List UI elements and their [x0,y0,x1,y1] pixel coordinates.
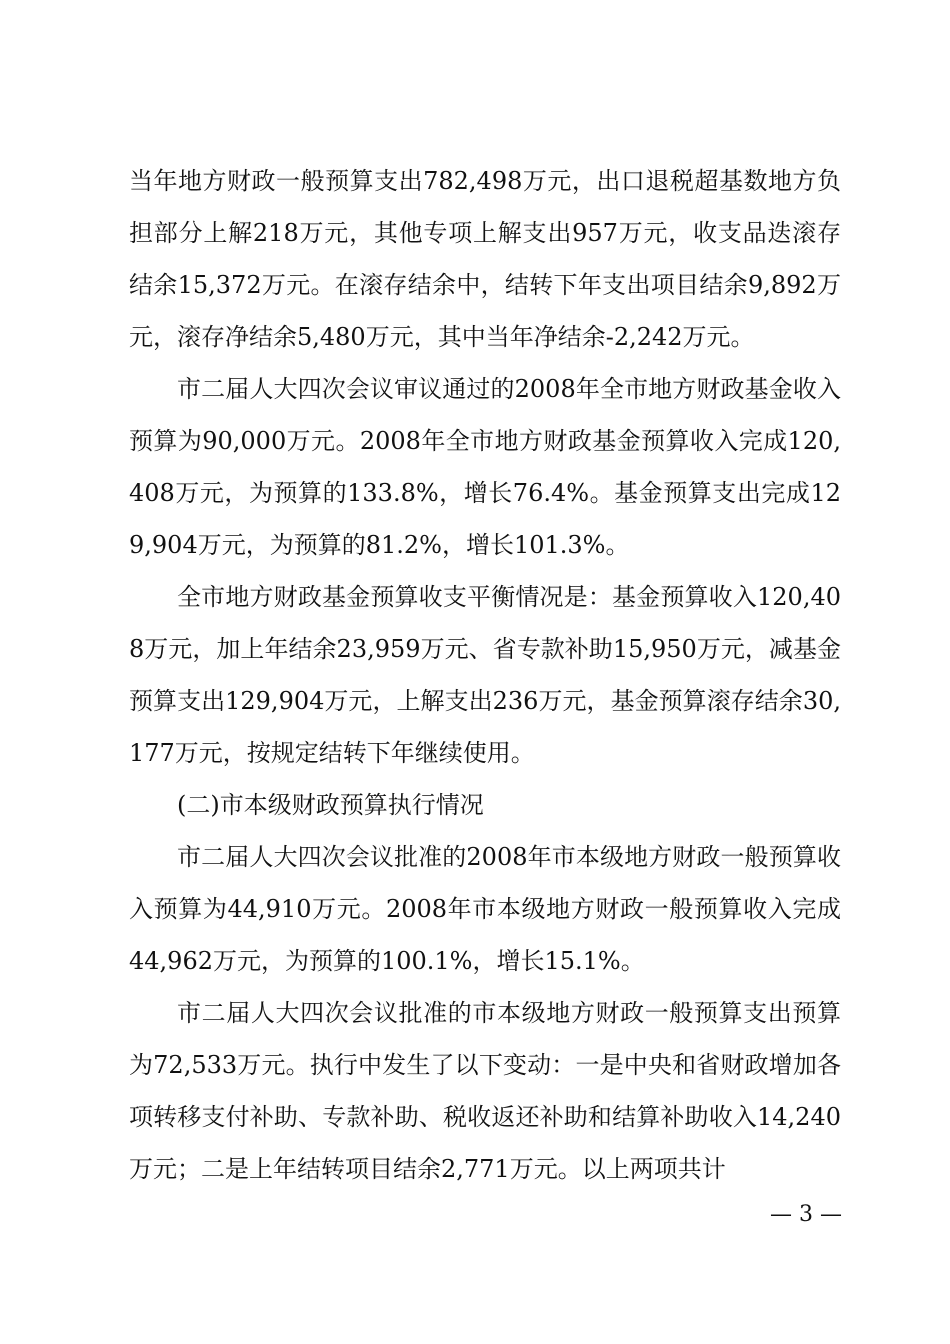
paragraph-fund-budget: 市二届人大四次会议审议通过的2008年全市地方财政基金收入预算为90,000万元。2008年全市地方财政基金预算收入完成120,408万元，为预算的133.8%，增长76.4%。基金预算支出完成129,904万元，为预算的81.2%，增长101.3%。 [129,375,841,559]
section-heading: (二)市本级财政预算执行情况 [177,791,484,819]
paragraph-continuation: 当年地方财政一般预算支出782,498万元，出口退税超基数地方负担部分上解218万元，其他专项上解支出957万元，收支品迭滚存结余15,372万元。在滚存结余中，结转下年支出项目结余9,892万元，滚存净结余5,480万元，其中当年净结余-2,242万元。 [129,167,841,351]
paragraph-city-revenue: 市二届人大四次会议批准的2008年市本级地方财政一般预算收入预算为44,910万元。2008年市本级地方财政一般预算收入完成44,962万元，为预算的100.1%，增长15.1%。 [129,843,841,975]
page-number: — 3 — [770,1202,842,1227]
paragraph-fund-balance: 全市地方财政基金预算收支平衡情况是：基金预算收入120,408万元，加上年结余23,959万元、省专款补助15,950万元，减基金预算支出129,904万元，上解支出236万元，基金预算滚存结余30,177万元，按规定结转下年继续使用。 [129,583,841,767]
paragraph-city-expenditure: 市二届人大四次会议批准的市本级地方财政一般预算支出预算为72,533万元。执行中发生了以下变动：一是中央和省财政增加各项转移支付补助、专款补助、税收返还补助和结算补助收入14,240万元；二是上年结转项目结余2,771万元。以上两项共计 [129,999,841,1183]
document-body [129,155,841,1195]
